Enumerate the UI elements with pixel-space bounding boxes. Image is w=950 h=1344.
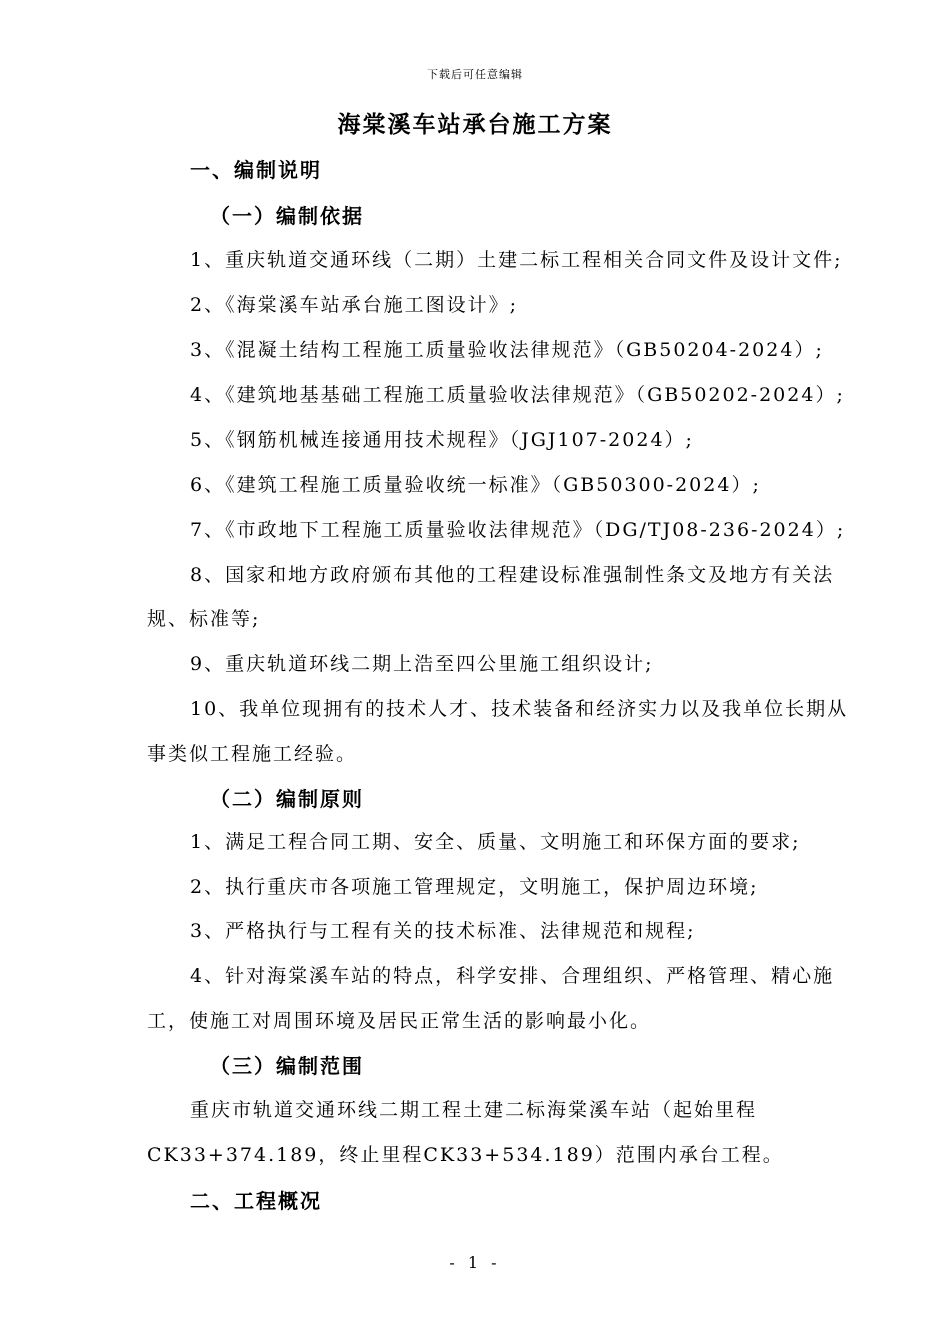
basis-item: 7、《市政地下工程施工质量验收法律规范》（DG/TJ08-236-2024）; bbox=[190, 519, 846, 541]
basis-item: 9、重庆轨道环线二期上浩至四公里施工组织设计; bbox=[190, 653, 654, 675]
basis-item-continuation: 规、标准等; bbox=[147, 608, 261, 630]
page-number: - 1 - bbox=[449, 1253, 501, 1272]
scope-line-continuation: CK33+374.189，终止里程CK33+534.189）范围内承台工程。 bbox=[147, 1144, 784, 1166]
section-heading-2: 二、工程概况 bbox=[190, 1189, 322, 1213]
document-title: 海棠溪车站承台施工方案 bbox=[337, 112, 613, 138]
section-heading-1: 一、编制说明 bbox=[190, 158, 322, 182]
basis-item: 1、重庆轨道交通环线（二期）土建二标工程相关合同文件及设计文件; bbox=[190, 249, 843, 271]
principle-item: 2、执行重庆市各项施工管理规定，文明施工，保护周边环境; bbox=[190, 876, 759, 898]
scope-line: 重庆市轨道交通环线二期工程土建二标海棠溪车站（起始里程 bbox=[190, 1099, 758, 1121]
basis-item: 2、《海棠溪车站承台施工图设计》; bbox=[190, 294, 518, 316]
header-note: 下载后可任意编辑 bbox=[427, 68, 523, 81]
principle-item: 4、针对海棠溪车站的特点，科学安排、合理组织、严格管理、精心施 bbox=[190, 965, 835, 987]
principle-item-continuation: 工，使施工对周围环境及居民正常生活的影响最小化。 bbox=[147, 1010, 652, 1032]
subsection-heading-scope: （三）编制范围 bbox=[210, 1054, 364, 1078]
basis-item: 10、我单位现拥有的技术人才、技术装备和经济实力以及我单位长期从 bbox=[190, 698, 849, 720]
basis-item: 5、《钢筋机械连接通用技术规程》（JGJ107-2024）; bbox=[190, 429, 694, 451]
subsection-heading-principle: （二）编制原则 bbox=[210, 787, 364, 811]
basis-item: 8、国家和地方政府颁布其他的工程建设标准强制性条文及地方有关法 bbox=[190, 564, 835, 586]
principle-item: 1、满足工程合同工期、安全、质量、文明施工和环保方面的要求; bbox=[190, 831, 801, 853]
basis-item-continuation: 事类似工程施工经验。 bbox=[147, 743, 358, 765]
principle-item: 3、严格执行与工程有关的技术标准、法律规范和规程; bbox=[190, 920, 696, 942]
basis-item: 4、《建筑地基基础工程施工质量验收法律规范》（GB50202-2024）; bbox=[190, 384, 845, 406]
subsection-heading-basis: （一）编制依据 bbox=[210, 204, 364, 228]
basis-item: 6、《建筑工程施工质量验收统一标准》（GB50300-2024）; bbox=[190, 474, 761, 496]
basis-item: 3、《混凝土结构工程施工质量验收法律规范》（GB50204-2024）; bbox=[190, 339, 824, 361]
